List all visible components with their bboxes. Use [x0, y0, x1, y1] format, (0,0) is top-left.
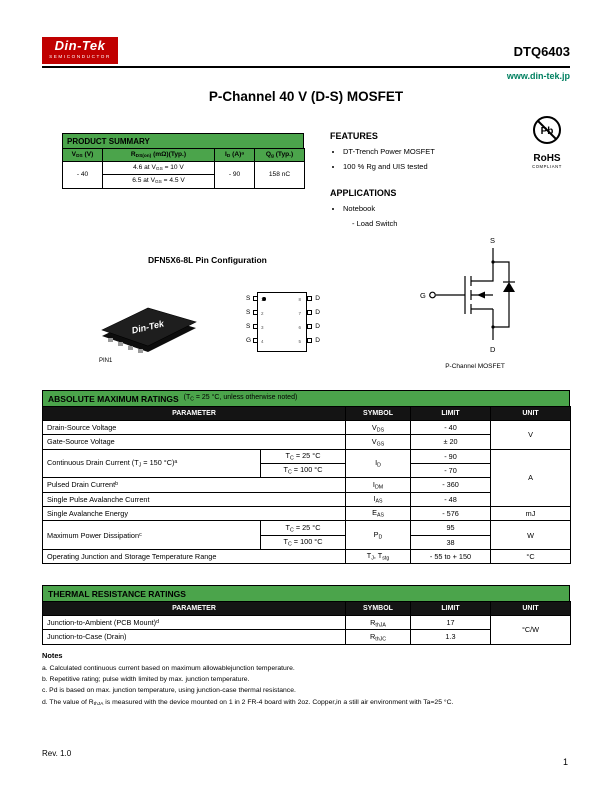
pin-pad [253, 296, 258, 301]
pin-label: S [246, 323, 251, 330]
id-value: - 90 [215, 162, 255, 188]
param-cell: Junction-to-Case (Drain) [43, 630, 346, 644]
symbol-cell: $V_{DS}$ [346, 421, 411, 435]
pin-label: G [246, 337, 252, 344]
column-header-qg: $Q_g$ (Typ.) [255, 149, 305, 162]
column-header-parameter: PARAMETER [43, 407, 346, 421]
pin-number: 8 [298, 297, 301, 302]
limit-cell: - 48 [411, 492, 491, 506]
symbol-cell: $T_J$, $T_{stg}$ [346, 549, 411, 563]
pin-label: D [315, 295, 320, 302]
vds-value: - 40 [63, 162, 103, 188]
symbol-cell: $R_{thJA}$ [346, 616, 411, 630]
pin-label: D [315, 309, 320, 316]
pin-label: D [315, 337, 320, 344]
column-header-parameter: PARAMETER [43, 602, 346, 616]
pin-row [244, 295, 322, 303]
symbol-cell: $R_{thJC}$ [346, 630, 411, 644]
applications-section [330, 188, 505, 228]
notes-section [42, 651, 570, 709]
pin1-label: PIN1 [99, 358, 113, 364]
package-3d-image [88, 286, 208, 361]
limit-cell: 38 [411, 535, 491, 549]
pin-config-title: DFN5X6-8L Pin Configuration [148, 255, 267, 265]
limit-cell: - 360 [411, 478, 491, 492]
gate-label: G [420, 291, 426, 300]
unit-cell: W [491, 521, 571, 550]
thermal-table [42, 601, 571, 645]
unit-cell: °C/W [491, 616, 571, 645]
unit-cell: mJ [491, 506, 571, 520]
param-cell: Pulsed Drain Current$^b$ [43, 478, 346, 492]
column-header-unit: UNIT [491, 407, 571, 421]
table-row [43, 449, 571, 463]
brand-subtitle: SEMICONDUCTOR [49, 54, 111, 59]
table-row [43, 549, 571, 563]
limit-cell: - 576 [411, 506, 491, 520]
symbol-cell: $I_{DM}$ [346, 478, 411, 492]
source-label: S [490, 236, 496, 245]
table-row [63, 162, 305, 175]
column-header-id: $I_D$ $(A)^a$ [215, 149, 255, 162]
symbol-cell: $E_{AS}$ [346, 506, 411, 520]
param-cell: Single Pulse Avalanche Current [43, 492, 346, 506]
applications-list [330, 204, 505, 213]
pin-number: 5 [298, 339, 301, 344]
thermal-title: THERMAL RESISTANCE RATINGS [48, 588, 186, 599]
table-row [43, 506, 571, 520]
param-cell: Junction-to-Ambient (PCB Mount)$^d$ [43, 616, 346, 630]
pin-row [244, 337, 322, 345]
table-row [43, 616, 571, 630]
pin-number: 7 [298, 311, 301, 316]
feature-item: • 100 % Rg and UIS tested [343, 162, 505, 171]
column-header-symbol: SYMBOL [346, 407, 411, 421]
unit-cell: °C [491, 549, 571, 563]
page-title: P-Channel 40 V (D-S) MOSFET [208, 89, 404, 104]
features-heading: FEATURES [330, 131, 378, 141]
condition-cell: $T_C = 100$ °C [261, 463, 346, 477]
table-row [43, 421, 571, 435]
product-summary-title: PRODUCT SUMMARY [62, 133, 304, 148]
pin-number: 1 [261, 297, 264, 302]
header-divider [42, 66, 570, 68]
pb-free-icon [531, 114, 563, 146]
pin-label: S [246, 309, 251, 316]
application-sub-item: - Load Switch [352, 219, 398, 228]
limit-cell: - 55 to + 150 [411, 549, 491, 563]
param-cell: Continuous Drain Current ($T_J = 150$ °C)$^a$ [43, 449, 261, 478]
rohs-compliant-label: COMPLIANT [532, 164, 562, 169]
part-number: DTQ6403 [513, 44, 570, 59]
note-item: d. The value of $R_{thJA}$ is measured with the device mounted on 1 in 2 FR-4 board with 2oz. Copper,in a still air environment with Ta=25 °C. [42, 698, 454, 707]
pin-pad [307, 310, 312, 315]
limit-cell: 17 [411, 616, 491, 630]
pin-row [244, 309, 322, 317]
features-section [330, 131, 505, 177]
column-header-rdson: $R_{DS(on)}$ (mΩ)(Typ.) [103, 149, 215, 162]
revision-label: Rev. 1.0 [42, 749, 72, 758]
abs-max-title: ABSOLUTE MAXIMUM RATINGS [48, 393, 179, 404]
pin-pad [307, 324, 312, 329]
pin-pad [253, 324, 258, 329]
thermal-resistance-section [42, 585, 570, 645]
unit-cell: V [491, 421, 571, 450]
brand-logo [42, 37, 118, 64]
note-item: a. Calculated continuous current based on maximum allowablejunction temperature. [42, 665, 295, 672]
rohs-label: RoHS [533, 153, 561, 164]
column-header-symbol: SYMBOL [346, 602, 411, 616]
param-cell: Drain-Source Voltage [43, 421, 346, 435]
param-cell: Single Avalanche Energy [43, 506, 346, 520]
pin-number: 2 [261, 311, 264, 316]
pin-pad [307, 296, 312, 301]
pin-number: 6 [298, 325, 301, 330]
pin-label: S [246, 295, 251, 302]
pin-row [244, 323, 322, 331]
drain-label: D [490, 345, 496, 354]
applications-heading: APPLICATIONS [330, 188, 397, 198]
column-header-limit: LIMIT [411, 602, 491, 616]
symbol-cell: $P_D$ [346, 521, 411, 550]
rdson-value-2: 6.5 at $V_{GS} = 4.5$ V [103, 175, 215, 188]
column-header-limit: LIMIT [411, 407, 491, 421]
mosfet-symbol-caption: P-Channel MOSFET [445, 363, 505, 370]
unit-cell: A [491, 449, 571, 506]
page-number: 1 [562, 757, 568, 767]
symbol-cell: $I_{AS}$ [346, 492, 411, 506]
absolute-maximum-ratings-section [42, 390, 570, 564]
condition-cell: $T_C = 25$ °C [261, 521, 346, 535]
limit-cell: ± 20 [411, 435, 491, 449]
pin-pad [307, 338, 312, 343]
thermal-title-bar [42, 585, 570, 601]
symbol-cell: $V_{GS}$ [346, 435, 411, 449]
column-header-vds: $V_{DS}$ (V) [63, 149, 103, 162]
pb-text: Pb [540, 126, 554, 137]
qg-value: 158 nC [255, 162, 305, 188]
product-summary-section [62, 133, 304, 189]
rohs-mark [522, 114, 572, 169]
rdson-value-1: 4.6 at $V_{GS} = 10$ V [103, 162, 215, 175]
abs-max-table [42, 406, 571, 564]
product-summary-header-row [63, 149, 305, 162]
note-item: b. Repetitive rating; pulse width limited by max. junction temperature. [42, 676, 250, 684]
limit-cell: - 70 [411, 463, 491, 477]
mosfet-symbol [415, 232, 535, 360]
limit-cell: - 90 [411, 449, 491, 463]
limit-cell: 95 [411, 521, 491, 535]
abs-max-condition: ($T_C = 25$ °C, unless otherwise noted) [183, 394, 298, 403]
brand-name: Din-Tek [54, 38, 106, 53]
pin-pad [253, 338, 258, 343]
table-row [43, 521, 571, 535]
chip-brand-text: Din-Tek [130, 318, 165, 336]
symbol-cell: $I_D$ [346, 449, 411, 478]
application-item: • Notebook [343, 204, 505, 213]
feature-item: • DT-Trench Power MOSFET [343, 147, 505, 156]
param-cell: Operating Junction and Storage Temperature Range [43, 549, 346, 563]
features-list [330, 147, 505, 171]
limit-cell: - 40 [411, 421, 491, 435]
column-header-unit: UNIT [491, 602, 571, 616]
note-item: c. Pd is based on max. junction temperature, using junction-case thermal resistance. [42, 687, 296, 695]
table-header-row [43, 407, 571, 421]
pin-pad [253, 310, 258, 315]
abs-max-title-bar [42, 390, 570, 406]
pin-label: D [315, 323, 320, 330]
limit-cell: 1.3 [411, 630, 491, 644]
param-cell: Gate-Source Voltage [43, 435, 346, 449]
pin-diagram [244, 292, 322, 354]
product-summary-table [62, 148, 305, 189]
condition-cell: $T_C = 25$ °C [261, 449, 346, 463]
pin-number: 3 [261, 325, 264, 330]
table-header-row [43, 602, 571, 616]
notes-heading: Notes [42, 651, 63, 660]
pin-number: 4 [261, 339, 264, 344]
param-cell: Maximum Power Dissipation$^c$ [43, 521, 261, 550]
condition-cell: $T_C = 100$ °C [261, 535, 346, 549]
website-link[interactable]: www.din-tek.jp [506, 71, 570, 81]
